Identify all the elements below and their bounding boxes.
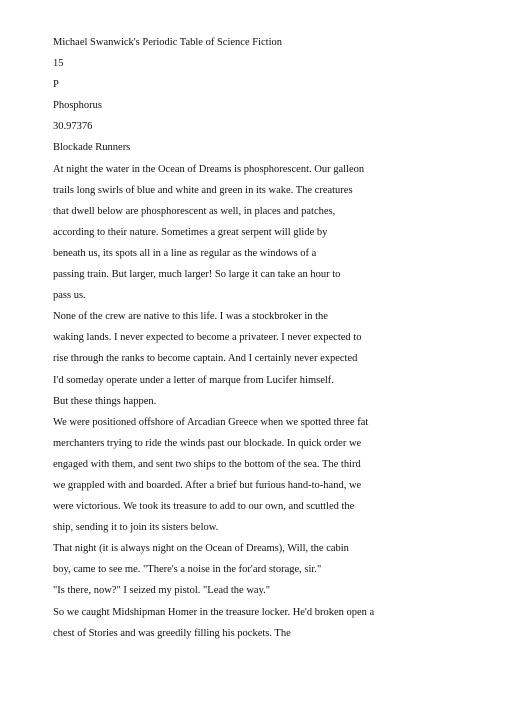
body-line: that dwell below are phosphorescent as well, in places and patches, [53,205,336,217]
body-line: were victorious. We took its treasure to add to our own, and scuttled the [53,501,355,513]
atomic-number: 15 [53,58,64,70]
body-line: chest of Stories and was greedily filling his pockets. The [53,627,291,639]
body-line: That night (it is always night on the Ocean of Dreams), Will, the cabin [53,543,349,555]
body-line: boy, came to see me. "There's a noise in the for'ard storage, sir." [53,564,322,576]
body-line: merchanters trying to ride the winds past our blockade. In quick order we [53,437,362,449]
body-line: We were positioned offshore of Arcadian Greece when we spotted three fat [53,416,369,428]
body-line: But these things happen. [53,395,157,407]
body-line: I'd someday operate under a letter of marque from Lucifer himself. [53,374,334,386]
body-line: So we caught Midshipman Homer in the treasure locker. He'd broken open a [53,606,375,618]
body-line: passing train. But larger, much larger! So large it can take an hour to [53,269,341,281]
body-line: ship, sending it to join its sisters below. [53,522,219,534]
body-line: trails long swirls of blue and white and green in its wake. The creatures [53,184,353,196]
element-name: Phosphorus [53,100,103,112]
body-line: beneath us, its spots all in a line as regular as the windows of a [53,247,317,259]
body-line: according to their nature. Sometimes a great serpent will glide by [53,226,328,238]
text-column [53,32,493,644]
body-line: waking lands. I never expected to become a privateer. I never expected to [53,332,362,344]
body-line: "Is there, now?" I seized my pistol. "Lead the way." [53,585,271,597]
body-line: we grappled with and boarded. After a brief but furious hand-to-hand, we [53,479,362,491]
story-title: Blockade Runners [53,142,131,154]
body-line: engaged with them, and sent two ships to the bottom of the sea. The third [53,458,361,470]
body-line: At night the water in the Ocean of Dreams is phosphorescent. Our galleon [53,163,365,175]
body-line: None of the crew are native to this life. I was a stockbroker in the [53,311,328,323]
atomic-weight: 30.97376 [53,121,93,133]
element-symbol: P [53,79,59,91]
anthology-title: Michael Swanwick's Periodic Table of Science Fiction [53,37,282,48]
body-line: rise through the ranks to become captain. And I certainly never expected [53,353,358,365]
body-line: pass us. [53,290,86,302]
